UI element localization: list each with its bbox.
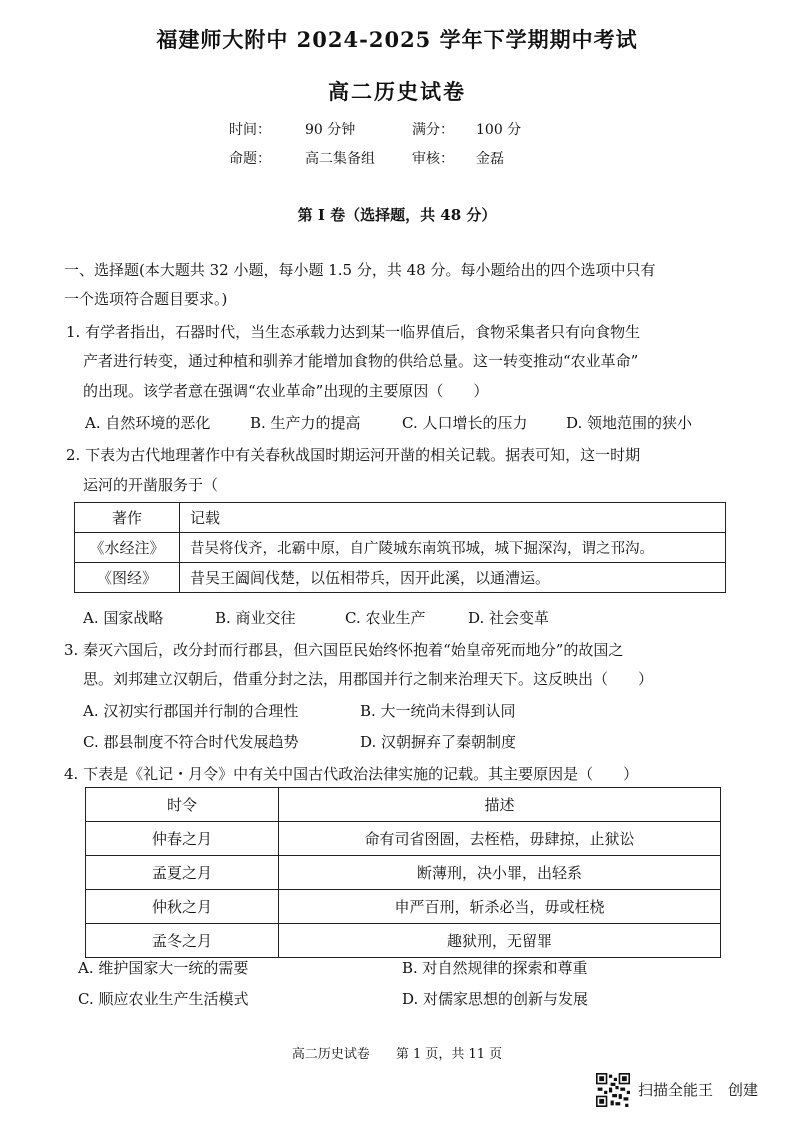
- table-cell: 命有司省囹圄，去桎梏，毋肆掠，止狱讼: [279, 822, 721, 856]
- table-header-cell: 时令: [86, 788, 279, 822]
- instructions-line: 一个选项符合题目要求。): [64, 290, 228, 308]
- q3-option-c: C. 郡县制度不符合时代发展趋势: [83, 733, 299, 751]
- q2-stem-line: 2. 下表为古代地理著作中有关春秋战国时期运河开凿的相关记载。据表可知，这一时期: [66, 446, 641, 464]
- q2-option-a: A. 国家战略: [83, 609, 164, 627]
- q2-option-d: D. 社会变革: [468, 609, 550, 627]
- review-label: 审核：: [412, 151, 454, 167]
- review-value: 金磊: [476, 151, 504, 167]
- table-cell: 孟夏之月: [86, 856, 279, 890]
- q4-option-c: C. 顺应农业生产生活模式: [78, 990, 249, 1008]
- q2-option-c: C. 农业生产: [345, 609, 426, 627]
- time-value: 90 分钟: [305, 122, 356, 138]
- q1-stem-line: 产者进行转变，通过种植和驯养才能增加食物的供给总量。这一转变推动“农业革命”: [83, 352, 639, 370]
- table-row: [86, 924, 721, 958]
- table-header-row: [86, 788, 721, 822]
- table-cell: 仲秋之月: [86, 890, 279, 924]
- q3-option-b: B. 大一统尚未得到认同: [360, 702, 516, 720]
- score-label: 满分：: [412, 122, 454, 138]
- table-row: [86, 822, 721, 856]
- q3-stem-line: 思。刘邦建立汉朝后，借重分封之法，用郡国并行之制来治理天下。这反映出（ ）: [83, 670, 654, 688]
- q4-option-b: B. 对自然规律的探索和尊重: [402, 959, 588, 977]
- table-header-cell: 著作: [75, 503, 180, 533]
- table-header-cell: 记载: [180, 503, 726, 533]
- table-row: [86, 856, 721, 890]
- table-cell: 《水经注》: [75, 533, 180, 563]
- table-cell: 昔吴将伐齐，北霸中原，自广陵城东南筑邗城，城下掘深沟，谓之邗沟。: [180, 533, 726, 563]
- table-cell: 申严百刑，斩杀必当，毋或枉桡: [279, 890, 721, 924]
- table-header-row: [75, 503, 726, 533]
- q1-option-a: A. 自然环境的恶化: [85, 414, 211, 432]
- q1-stem-line: 1. 有学者指出，石器时代，当生态承载力达到某一临界值后，食物采集者只有向食物生: [66, 323, 641, 341]
- q2-stem-line: 运河的开凿服务于（: [83, 476, 219, 494]
- q4-option-d: D. 对儒家思想的创新与发展: [402, 990, 589, 1008]
- exam-subtitle: 高二历史试卷: [328, 79, 466, 104]
- q4-table: [85, 787, 721, 958]
- qr-code-icon: [596, 1073, 630, 1107]
- table-row: [75, 563, 726, 593]
- instructions-line: 一、选择题(本大题共 32 小题，每小题 1.5 分，共 48 分。每小题给出的四个选项中只有: [64, 261, 656, 279]
- q4-stem-line: 4. 下表是《礼记・月令》中有关中国古代政治法律实施的记载。其主要原因是（ ）: [64, 765, 639, 783]
- table-header-cell: 描述: [279, 788, 721, 822]
- table-cell: 仲春之月: [86, 822, 279, 856]
- section-heading: 第 I 卷（选择题，共 48 分）: [297, 206, 497, 224]
- exam-title: 福建师大附中 2024-2025 学年下学期期中考试: [156, 27, 638, 52]
- scanner-watermark: 扫描全能王 创建: [638, 1081, 759, 1099]
- table-row: [86, 890, 721, 924]
- q2-option-b: B. 商业交往: [215, 609, 296, 627]
- q4-option-a: A. 维护国家大一统的需要: [78, 959, 249, 977]
- q3-option-a: A. 汉初实行郡国并行制的合理性: [83, 702, 299, 720]
- table-row: [75, 533, 726, 563]
- q1-option-d: D. 领地范围的狭小: [566, 414, 693, 432]
- page-footer: 高二历史试卷 第 1 页，共 11 页: [291, 1047, 503, 1062]
- q3-stem-line: 3. 秦灭六国后，改分封而行郡县，但六国臣民始终怀抱着“始皇帝死而地分”的故国之: [64, 641, 624, 659]
- table-cell: 孟冬之月: [86, 924, 279, 958]
- q2-table: [74, 502, 726, 593]
- table-cell: 趣狱刑，无留罪: [279, 924, 721, 958]
- table-cell: 《图经》: [75, 563, 180, 593]
- author-value: 高二集备组: [305, 151, 375, 167]
- time-label: 时间：: [229, 122, 271, 138]
- q1-option-c: C. 人口增长的压力: [402, 414, 528, 432]
- q1-stem-line: 的出现。该学者意在强调“农业革命”出现的主要原因（ ）: [83, 382, 489, 400]
- table-cell: 断薄刑，决小罪，出轻系: [279, 856, 721, 890]
- table-cell: 昔吴王阖闾伐楚，以伍相带兵，因开此溪，以通漕运。: [180, 563, 726, 593]
- author-label: 命题：: [229, 151, 271, 167]
- score-value: 100 分: [476, 122, 522, 138]
- q3-option-d: D. 汉朝摒弃了秦朝制度: [360, 733, 517, 751]
- q1-option-b: B. 生产力的提高: [250, 414, 361, 432]
